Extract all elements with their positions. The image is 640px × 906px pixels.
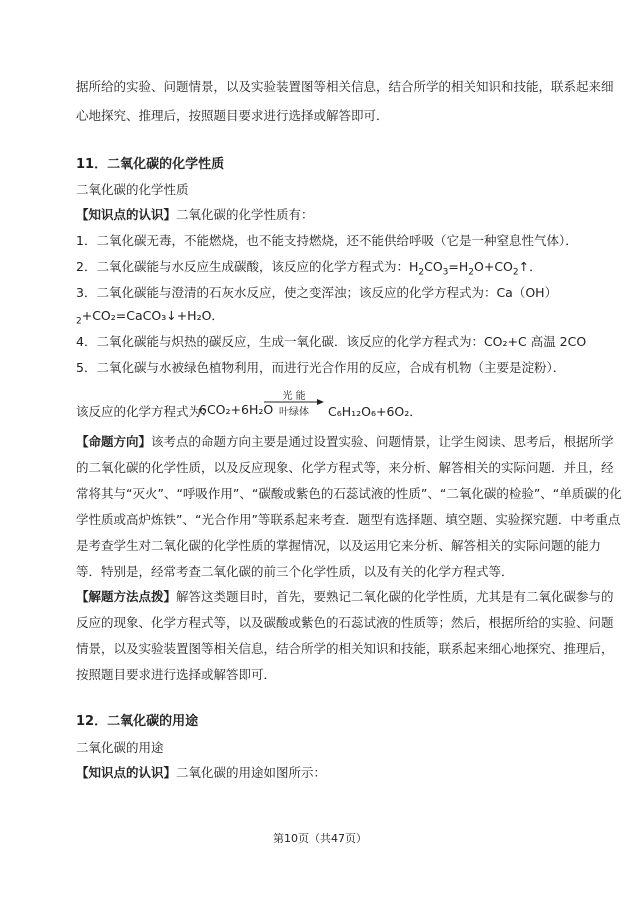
knowledge-text: 二氧化碳的化学性质有：	[176, 207, 314, 222]
knowledge-label-12: 【知识点的认识】	[76, 765, 177, 780]
page-number: 第10页（共47页）	[273, 832, 367, 845]
section-12-subtitle: 二氧化碳的用途	[76, 740, 164, 755]
mingti-line-6: 等．特别是，经常考查二氧化碳的前三个化学性质，以及有关的化学方程式等．	[76, 564, 514, 579]
knowledge-label: 【知识点的认识】	[76, 207, 177, 222]
arrow-condition-below: 叶绿体	[279, 407, 309, 418]
mingti-line-3: 常将其与“灭火”、“呼吸作用”、“碳酸或紫色的石蕊试液的性质”、“二氧化碳的检验”、“单质碳的化	[76, 486, 622, 501]
intro-line-1: 据所给的实验、问题情景，以及实验装置图等相关信息，结合所学的相关知识和技能，联系起来细	[76, 79, 614, 94]
section-11-knowledge	[76, 206, 576, 223]
mingti-line-1: 【命题方向】该考点的命题方向主要是通过设置实验、问题情景，让学生阅读、思考后，根据所学	[76, 434, 614, 449]
equation-reactants: 6CO₂+6H₂O	[199, 402, 274, 417]
property-item-3-line-2: $_2$+CO₂=CaCO₃↓+H₂O．	[76, 308, 224, 327]
mingti-line-5: 是考查学生对二氧化碳的化学性质的掌握情况，以及运用它来分析、解答相关的实际问题的能力	[76, 538, 602, 553]
equation-products: C₆H₁₂O₆+6O₂．	[328, 404, 422, 419]
property-item-2: 2．二氧化碳能与水反应生成碳酸，该反应的化学方程式为：$H_2CO_3=H_2O+CO_2↑$．	[76, 259, 542, 278]
property-item-1: 1．二氧化碳无毒，不能燃烧，也不能支持燃烧，还不能供给呼吸（它是一种窒息性气体）．	[76, 233, 578, 248]
arrow-condition-above: 光 能	[282, 391, 306, 402]
property-item-3-line-1: 3．二氧化碳能与澄清的石灰水反应，使之变浑浊；该反应的化学方程式为：Ca（OH）	[76, 285, 558, 300]
jieti-line-4: 按照题目要求进行选择或解答即可．	[76, 667, 277, 682]
equation-lead: 该反应的化学方程式为：	[76, 404, 214, 419]
mingti-line-2: 的二氧化碳的化学性质，以及反应现象、化学方程式等，来分析、解答相关的实际问题．并且，经	[76, 460, 614, 475]
jieti-line-2: 反应的现象、化学方程式等，以及碳酸或紫色的石蕊试液的性质等；然后，根据所给的实验、问题	[76, 615, 614, 630]
section-12-heading: 12．二氧化碳的用途	[76, 714, 199, 729]
jieti-label: 【解题方法点拨】	[76, 589, 177, 604]
section-11-subtitle: 二氧化碳的化学性质	[76, 182, 189, 197]
mingti-line-4: 学性质或高炉炼铁”、“光合作用”等联系起来考查．题型有选择题、填空题、实验探究题．中考重点	[76, 512, 621, 527]
jieti-line-1: 【解题方法点拨】解答这类题目时，首先，要熟记二氧化碳的化学性质，尤其是有二氧化碳参与的	[76, 589, 614, 604]
property-item-4: 4．二氧化碳能与炽热的碳反应，生成一氧化碳．该反应的化学方程式为：CO₂+C 高温 2CO	[76, 334, 587, 349]
intro-line-2: 心地探究、推理后，按照题目要求进行选择或解答即可．	[76, 108, 389, 123]
property-item-5: 5．二氧化碳与水被绿色植物利用，而进行光合作用的反应，合成有机物（主要是淀粉）．	[76, 360, 566, 375]
section-11-heading: 11．二氧化碳的化学性质	[76, 157, 225, 172]
reaction-arrow	[264, 387, 324, 423]
mingti-label: 【命题方向】	[76, 434, 152, 449]
section-12-knowledge: 【知识点的认识】二氧化碳的用途如图所示：	[76, 765, 327, 780]
jieti-line-3: 情景，以及实验装置图等相关信息，结合所学的相关知识和技能，联系起来细心地探究、推理后，	[76, 641, 614, 656]
photosynthesis-equation	[76, 385, 476, 425]
